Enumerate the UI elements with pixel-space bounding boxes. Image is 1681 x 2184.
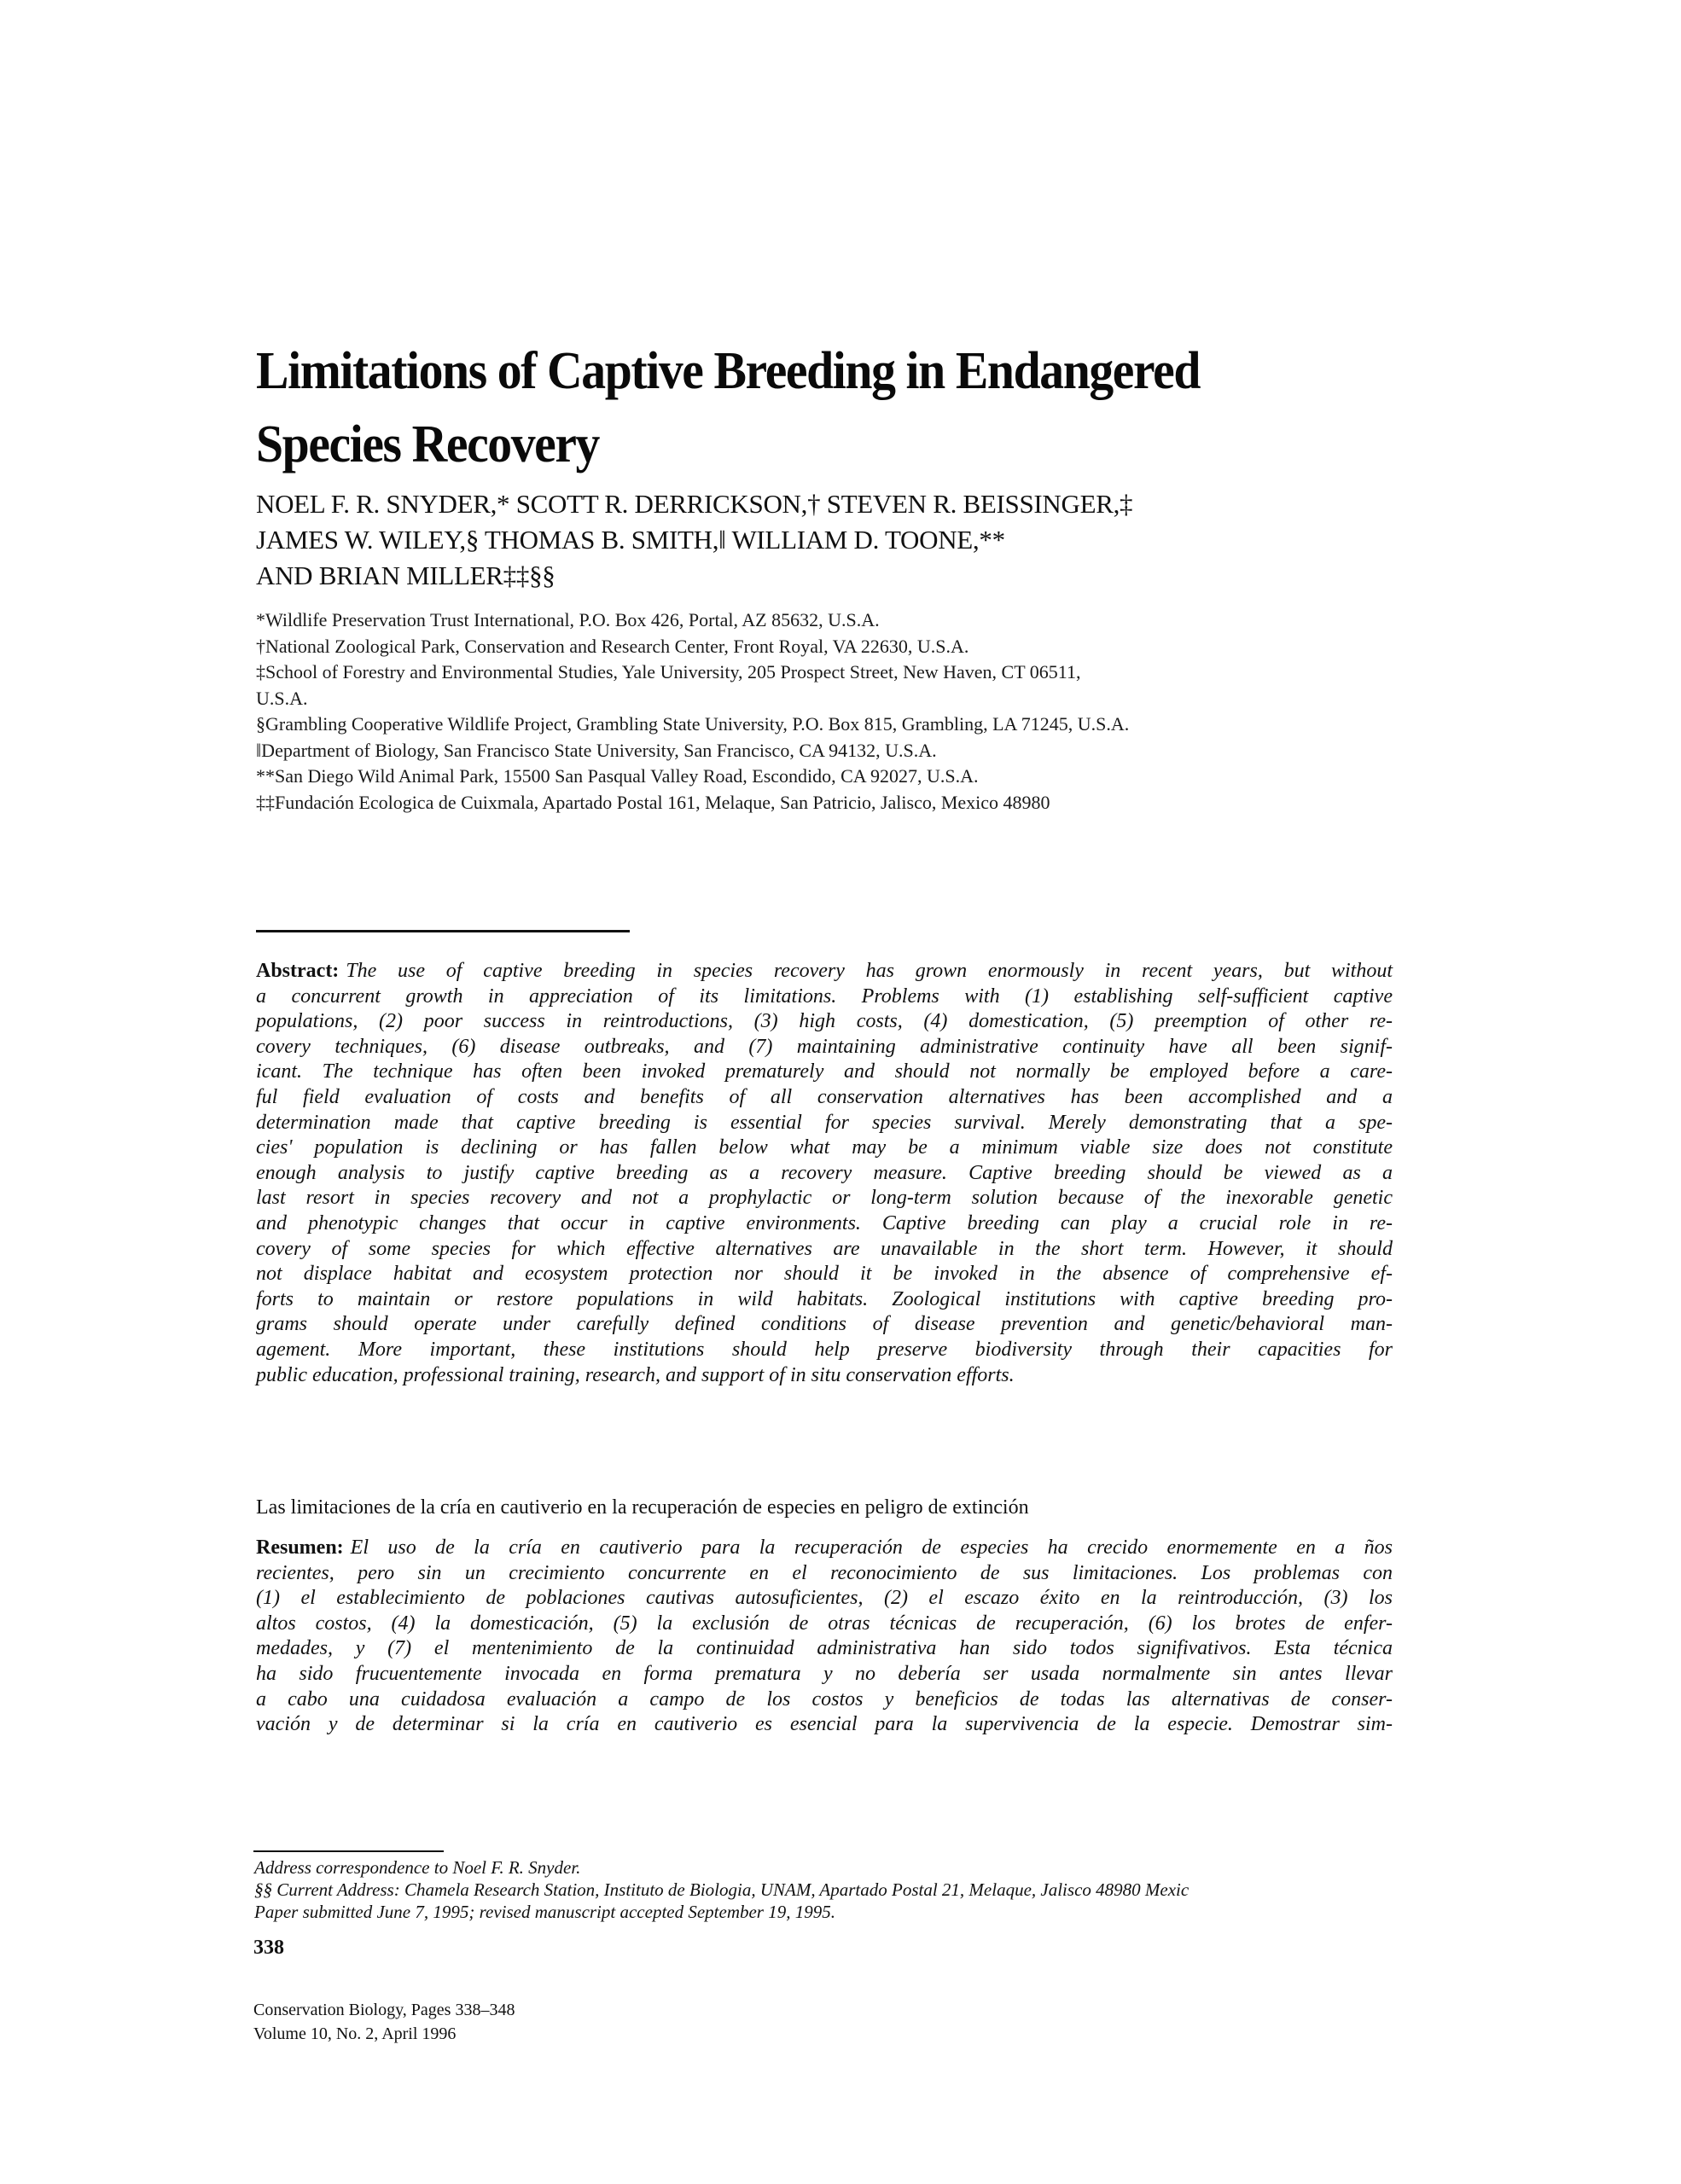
affiliation-line: ‡School of Forestry and Environmental Studies, Yale University, 205 Prospect Street, New Haven, CT 06511, bbox=[256, 661, 1081, 682]
journal-volume: Volume 10, No. 2, April 1996 bbox=[253, 2024, 457, 2043]
author-line: JAMES W. WILEY,§ THOMAS B. SMITH,‖ WILLIAM D. TOONE,** bbox=[256, 525, 1005, 555]
abstract-block bbox=[256, 959, 1393, 1388]
abstract-label: Abstract: bbox=[256, 960, 340, 982]
article-title bbox=[256, 334, 1319, 481]
resumen-label: Resumen: bbox=[256, 1536, 344, 1559]
resumen-line: medades, y (7) el mentenimiento de la continuidad administrativa han sido todos signifivativos. Esta técnica bbox=[256, 1637, 1393, 1660]
resumen-line: (1) el establecimiento de poblaciones cautivas autosuficientes, (2) el escazo éxito en la reintroducción, (3) los bbox=[256, 1587, 1393, 1610]
spanish-title: Las limitaciones de la cría en cautiverio en la recuperación de especies en peligro de extinción bbox=[256, 1496, 1029, 1519]
resumen-block bbox=[256, 1536, 1393, 1738]
affiliation-line: ‖Department of Biology, San Francisco State University, San Francisco, CA 94132, U.S.A. bbox=[256, 739, 937, 761]
abstract-line: enough analysis to justify captive breeding as a recovery measure. Captive breeding should be viewed as a bbox=[256, 1161, 1393, 1184]
abstract-line: last resort in species recovery and not a prophylactic or long-term solution because of the inexorable genetic bbox=[256, 1187, 1393, 1210]
resumen-line: vación y de determinar si la cría en cautiverio es esencial para la supervivencia de la especie. Demostrar sim- bbox=[256, 1713, 1393, 1736]
affiliation-list bbox=[256, 607, 1129, 816]
abstract-line: icant. The technique has often been invoked prematurely and should not normally be employed before a care- bbox=[256, 1060, 1393, 1083]
abstract-line: Abstract: The use of captive breeding in species recovery has grown enormously in recent years, but without bbox=[256, 960, 1393, 982]
section-divider bbox=[256, 930, 630, 932]
abstract-line: cies' population is declining or has fallen below what may be a minimum viable size does not constitute bbox=[256, 1136, 1393, 1159]
abstract-line: grams should operate under carefully defined conditions of disease prevention and genetic/behavioral man- bbox=[256, 1313, 1393, 1336]
resumen-line: recientes, pero sin un crecimiento concurrente en el reconocimiento de sus limitaciones. Los problemas con bbox=[256, 1561, 1393, 1584]
footnote-current-address: §§ Current Address: Chamela Research Station, Instituto de Biologia, UNAM, Apartado Postal 21, Melaque, Jalisco 48980 Mexic bbox=[254, 1879, 1189, 1900]
affiliation-line: U.S.A. bbox=[256, 687, 308, 709]
footnote-correspondence: Address correspondence to Noel F. R. Snyder. bbox=[254, 1857, 581, 1878]
abstract-line: not displace habitat and ecosystem protection nor should it be invoked in the absence of comprehensive ef- bbox=[256, 1263, 1393, 1286]
author-line: AND BRIAN MILLER‡‡§§ bbox=[256, 561, 555, 590]
abstract-line: and phenotypic changes that occur in captive environments. Captive breeding can play a crucial role in re- bbox=[256, 1211, 1393, 1234]
footnote-submission-dates: Paper submitted June 7, 1995; revised manuscript accepted September 19, 1995. bbox=[254, 1902, 835, 1922]
resumen-line: altos costos, (4) la domesticación, (5) la exclusión de otras técnicas de recuperación, (6) los brotes de enfer- bbox=[256, 1612, 1393, 1635]
page-number: 338 bbox=[253, 1937, 284, 1959]
abstract-line: a concurrent growth in appreciation of its limitations. Problems with (1) establishing self-sufficient captive bbox=[256, 985, 1393, 1008]
affiliation-line: ‡‡Fundación Ecologica de Cuixmala, Apartado Postal 161, Melaque, San Patricio, Jalisco, Mexico 48980 bbox=[256, 791, 1050, 813]
affiliation-line: †National Zoological Park, Conservation and Research Center, Front Royal, VA 22630, U.S.A. bbox=[256, 635, 969, 657]
abstract-line: covery of some species for which effective alternatives are unavailable in the short term. However, it should bbox=[256, 1237, 1393, 1260]
abstract-line: covery techniques, (6) disease outbreaks, and (7) maintaining administrative continuity have all been signif- bbox=[256, 1035, 1393, 1058]
journal-pages: Conservation Biology, Pages 338–348 bbox=[253, 2001, 515, 2019]
footnote-divider bbox=[253, 1850, 444, 1852]
title-line: Limitations of Captive Breeding in Endangered bbox=[256, 341, 1201, 400]
resumen-line: ha sido frucuentemente invocada en forma prematura y no debería ser usada normalmente sin antes llevar bbox=[256, 1662, 1393, 1685]
abstract-line: forts to maintain or restore populations in wild habitats. Zoological institutions with captive breeding pro- bbox=[256, 1287, 1393, 1310]
affiliation-line: *Wildlife Preservation Trust International, P.O. Box 426, Portal, AZ 85632, U.S.A. bbox=[256, 609, 880, 630]
abstract-line: populations, (2) poor success in reintroductions, (3) high costs, (4) domestication, (5) preemption of other re- bbox=[256, 1010, 1393, 1033]
affiliation-line: §Grambling Cooperative Wildlife Project, Grambling State University, P.O. Box 815, Grambling, LA 71245, U.S.A. bbox=[256, 713, 1130, 735]
footnotes bbox=[254, 1856, 1189, 1923]
abstract-line: public education, professional training, research, and support of in situ conservation efforts. bbox=[256, 1363, 1015, 1386]
journal-citation bbox=[253, 1998, 515, 2046]
author-line: NOEL F. R. SNYDER,* SCOTT R. DERRICKSON,† STEVEN R. BEISSINGER,‡ bbox=[256, 489, 1133, 519]
abstract-line: ful field evaluation of costs and benefits of all conservation alternatives has been accomplished and a bbox=[256, 1085, 1393, 1108]
title-line: Species Recovery bbox=[256, 415, 599, 473]
resumen-line: Resumen: El uso de la cría en cautiverio para la recuperación de especies ha crecido enormemente en a ños bbox=[256, 1536, 1393, 1559]
abstract-line: determination made that captive breeding is essential for species survival. Merely demonstrating that a spe- bbox=[256, 1111, 1393, 1134]
resumen-line: a cabo una cuidadosa evaluación a campo de los costos y beneficios de todas las alternativas de conser- bbox=[256, 1687, 1393, 1711]
affiliation-line: **San Diego Wild Animal Park, 15500 San Pasqual Valley Road, Escondido, CA 92027, U.S.A. bbox=[256, 765, 979, 787]
author-list bbox=[256, 486, 1132, 594]
abstract-line: agement. More important, these institutions should help preserve biodiversity through their capacities for bbox=[256, 1338, 1393, 1361]
